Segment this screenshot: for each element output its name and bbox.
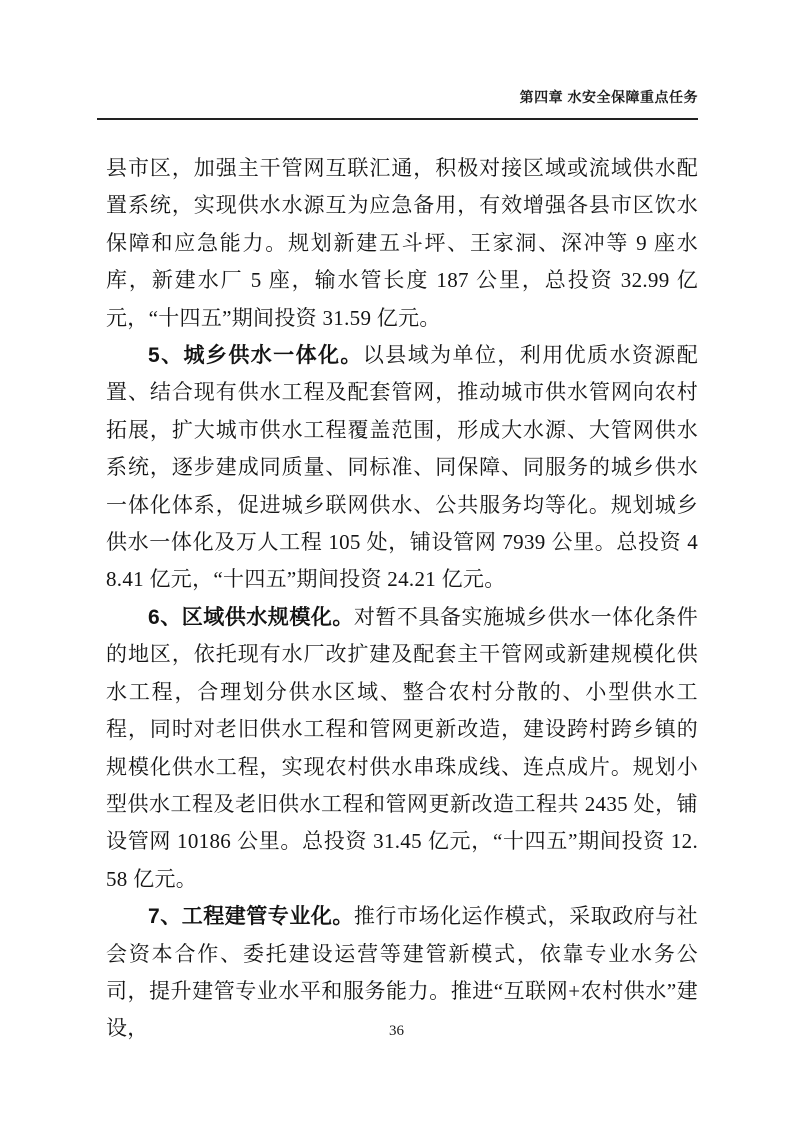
paragraph-heading: 6、区域供水规模化。 — [148, 605, 354, 629]
body-paragraph — [106, 599, 698, 898]
page-number: 36 — [389, 1023, 404, 1039]
paragraph-text: 对暂不具备实施城乡供水一体化条件的地区，依托现有水厂改扩建及配套主干管网或新建规模化供水工程，合理划分供水区域、整合农村分散的、小型供水工程，同时对老旧供水工程和管网更新改造，建设跨村跨乡镇的规模化供水工程，实现农村供水串珠成线、连点成片。规划小型供水工程及老旧供水工程和管网更新改造工程共 2435 处，铺设管网 10186 公里。总投资 31.45 亿元，“十四五”期间投资 12.58 亿元。 — [106, 604, 698, 891]
paragraph-text: 以县域为单位，利用优质水资源配置、结合现有供水工程及配套管网，推动城市供水管网向农村拓展，扩大城市供水工程覆盖范围，形成大水源、大管网供水系统，逐步建成同质量、同标准、同保障、同服务的城乡供水一体化体系，促进城乡联网供水、公共服务均等化。规划城乡供水一体化及万人工程 105 处，铺设管网 7939 公里。总投资 48.41 亿元，“十四五”期间投资 24.21 亿元。 — [106, 343, 698, 592]
body-paragraph — [106, 150, 698, 337]
running-header-chapter-title: 第四章 水安全保障重点任务 — [519, 89, 698, 105]
paragraph-heading: 5、城乡供水一体化。 — [148, 344, 363, 368]
paragraph-heading: 7、工程建管专业化。 — [148, 905, 354, 929]
paragraph-text: 推行市场化运作模式，采取政府与社会资本合作、委托建设运营等建管新模式，依靠专业水务公司，提升建管专业水平和服务能力。推进“互联网+农村供水”建设， — [106, 904, 698, 1041]
paragraph-text: 县市区，加强主干管网互联汇通，积极对接区域或流域供水配置系统，实现供水水源互为应急备用，有效增强各县市区饮水保障和应急能力。规划新建五斗坪、王家洞、深冲等 9 座水库，新建水厂 5 座，输水管长度 187 公里，总投资 32.99 亿元，“十四五”期间投资 31.59 亿元。 — [106, 156, 698, 330]
page-body — [106, 150, 698, 1048]
body-paragraph — [106, 337, 698, 599]
header-divider — [97, 118, 698, 120]
